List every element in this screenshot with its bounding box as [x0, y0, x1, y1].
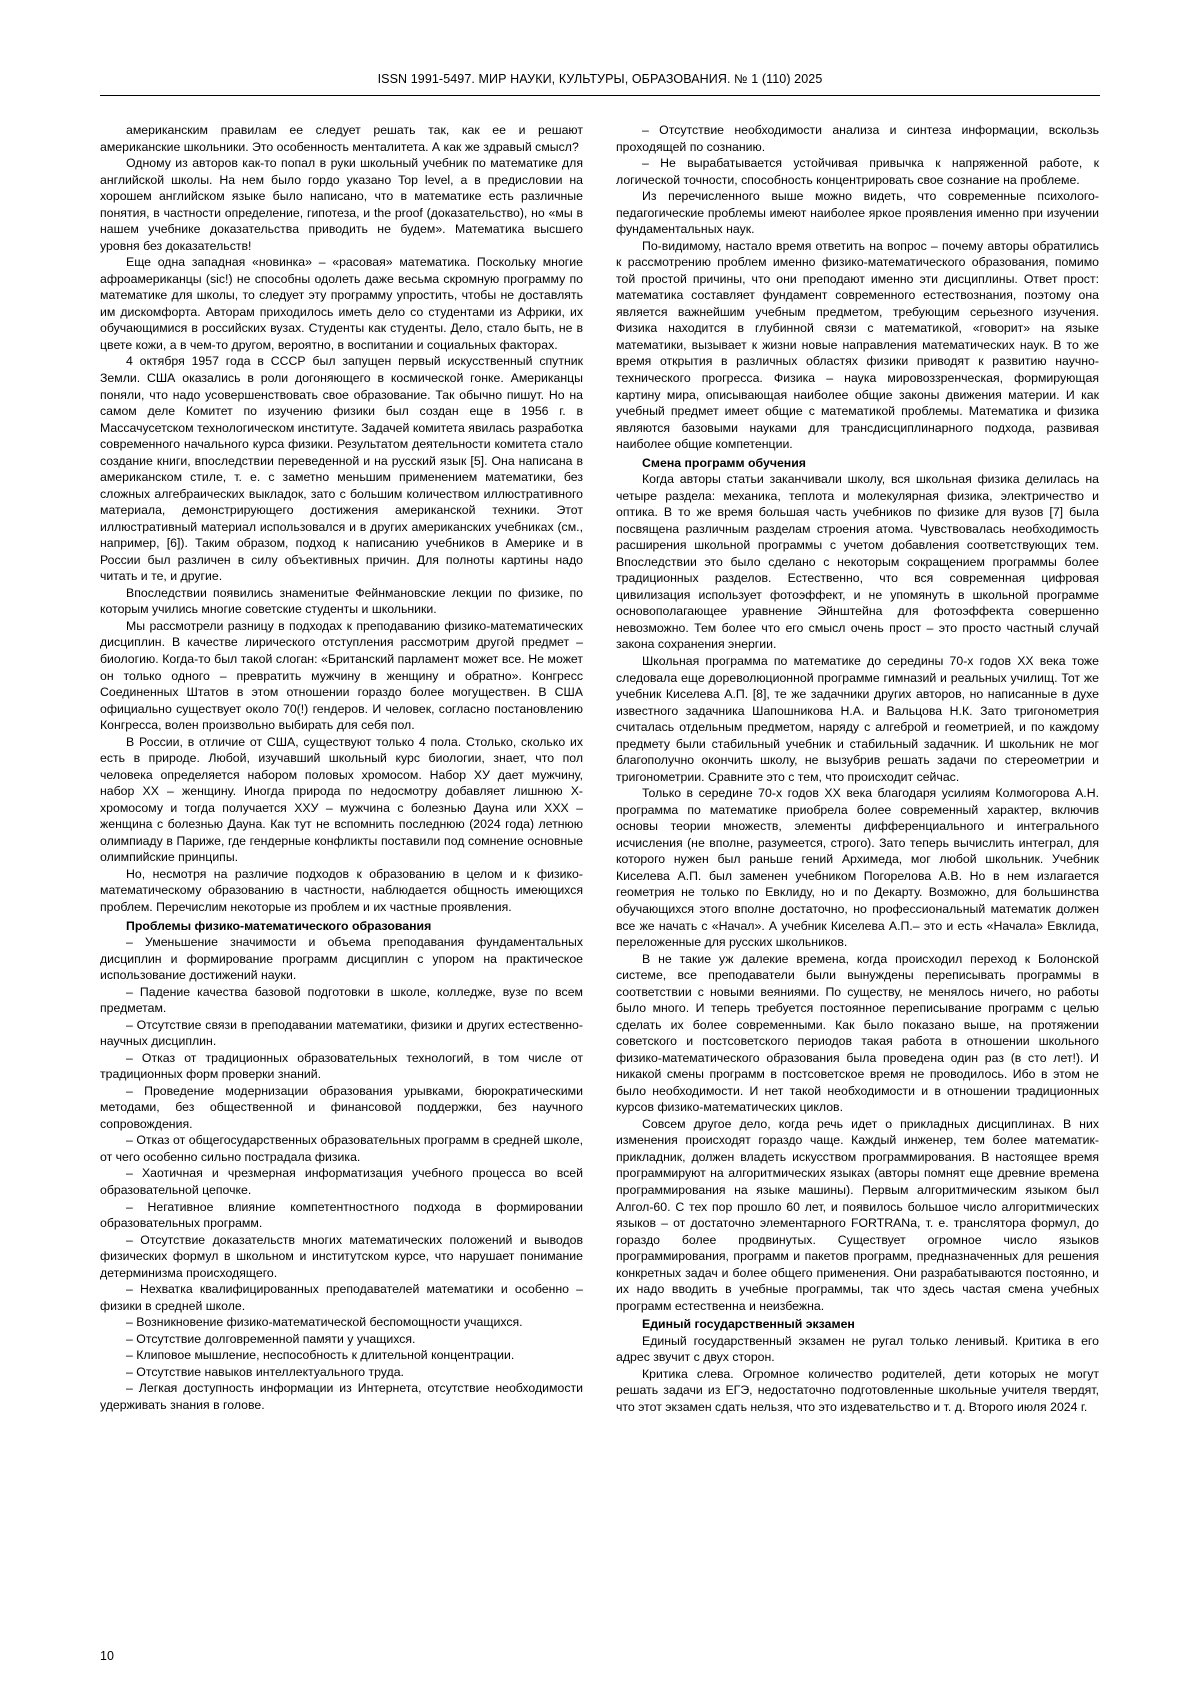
bullet-paragraph: – Отказ от традиционных образовательных технологий, в том числе от традиционных форм проверки знаний. [100, 1050, 583, 1082]
body-paragraph: Но, несмотря на различие подходов к образованию в целом и к физико-математическому образованию в частности, наблюдается общность имеющихся проблем. Перечислим некоторые из проблем и их частные проявления. [100, 866, 583, 914]
body-paragraph: В не такие уж далекие времена, когда происходил переход к Болонской системе, все преподаватели были вынуждены переписывать программы в соответствии с новыми веяниями. По существу, не менялось ничего, но работы было много. И теперь требуется постоянное переписывание программ с целью сделать их более современными. Как было показано выше, на протяжении советского и постсоветского периодов такая работа в отношении школьного физико-математического образования была проведена один раз (в сто лет!). И никакой смены программ в постсоветское время не проводилось. Ибо в этом не было необходимости. И нет такой необходимости и в отношении традиционных курсов физико-математических циклов. [616, 951, 1099, 1115]
bullet-paragraph: – Отсутствие доказательств многих математических положений и выводов физических формул в школьном и институтском курсе, что нарушает понимание детерминизма происходящего. [100, 1232, 583, 1280]
body-paragraph: Еще одна западная «новинка» – «расовая» математика. Поскольку многие афроамериканцы (sic!) не способны одолеть даже весьма скромную программу по математике для школы, то следует эту программу упростить, чтобы не доставлять им дискомфорта. Авторам приходилось иметь дело со студентами из Африки, их обучающимися в российских вузах. Студенты как студенты. Дело, стало быть, не в цвете кожи, а в чем-то другом, вероятно, в воспитании и социальных факторах. [100, 255, 583, 352]
bullet-paragraph: – Отказ от общегосударственных образовательных программ в средней школе, от чего особенно сильно пострадала физика. [100, 1133, 583, 1164]
running-head: ISSN 1991-5497. МИР НАУКИ, КУЛЬТУРЫ, ОБРАЗОВАНИЯ. № 1 (110) 2025 [100, 72, 1100, 96]
body-paragraph: Когда авторы статьи заканчивали школу, вся школьная физика делилась на четыре раздела: механика, теплота и молекулярная физика, электричество и оптика. В то же время большая часть учебников по физике для вузов [7] была посвящена различным разделам строения атома. Чувствовалась необходимость расширения школьной программы с учетом добавления соответствующих тем. Впоследствии это было сделано с некоторым сокращением программы более традиционных разделов. Естественно, что вся современная цифровая цивилизация использует фотоэффект, и не упомянуть в школьной программе основополагающее уравнение Эйнштейна для фотоэффекта совершенно невозможно. Тем более что его смысл очень прост – это просто частный случай закона сохранения энергии. [616, 472, 1099, 652]
body-paragraph: Из перечисленного выше можно видеть, что современные психолого-педагогические проблемы имеют наиболее яркое проявления именно при изучении фундаментальных наук. [616, 189, 1099, 237]
two-column-body [100, 122, 1100, 1415]
bullet-paragraph: – Уменьшение значимости и объема преподавания фундаментальных дисциплин и формирование программ дисциплин с упором на практическое использование достижений науки. [100, 935, 583, 983]
body-paragraph: Мы рассмотрели разницу в подходах к преподаванию физико-математических дисциплин. В качестве лирического отступления рассмотрим другой предмет – биологию. Когда-то был такой слоган: «Британский парламент может все. Не может он только одного – превратить мужчину в женщину и обратно». Конгресс Соединенных Штатов в этом отношении гораздо более могуществен. В США официально существует около 70(!) гендеров. И человек, согласно постановлению Конгресса, волен произвольно выбирать для себя пол. [100, 618, 583, 733]
body-paragraph: американским правилам ее следует решать так, как ее и решают американские школьники. Это особенность менталитета. А как же здравый смысл? [100, 123, 583, 154]
bullet-paragraph: – Отсутствие навыков интеллектуального труда. [126, 1364, 404, 1379]
bullet-paragraph: – Не вырабатывается устойчивая привычка к напряженной работе, к логической точности, способность концентрировать свое сознание на проблеме. [616, 156, 1099, 187]
section-subheading: Единый государственный экзамен [642, 1317, 855, 1332]
left-column [100, 122, 583, 1415]
section-subheading: Смена программ обучения [642, 455, 806, 470]
page-number: 10 [100, 1649, 114, 1663]
bullet-paragraph: – Отсутствие связи в преподавании математики, физики и других естественно-научных дисциплин. [100, 1017, 583, 1049]
body-paragraph: Одному из авторов как-то попал в руки школьный учебник по математике для английской школы. На нем было гордо указано Top level, а в предисловии на хорошем английском языке было написано, что в математике есть различные понятия, в частности определение, гипотеза, и the proof (доказательство), но «мы в нашем учебнике доказательства приводить не будем». Математика высшего уровня без доказательств! [100, 156, 583, 253]
body-paragraph: Критика слева. Огромное количество родителей, дети которых не могут решать задачи из ЕГЭ, недостаточно подготовленные школьные учителя твердят, что этот экзамен сдать нельзя, что это издевательство и т. д. Второго июля 2024 г. [616, 1366, 1099, 1414]
body-paragraph: 4 октября 1957 года в СССР был запущен первый искусственный спутник Земли. США оказались в роли догоняющего в космической гонке. Американцы поняли, что надо усовершенствовать свое образование. Так обычно пишут. Но на самом деле Комитет по изучению физики был создан еще в 1956 г. в Массачусетском технологическом институте. Задачей комитета явилась разработка современного начального курса физики. Результатом деятельности комитета стало создание книги, впоследствии переведенной и на русский язык [5]. Она написана в американском стиле, т. е. с заметно меньшим применением математики, без сложных алгебраических выкладок, зато с большим количеством иллюстративного материала, демонстрирующего достижения американской техники. Этот иллюстративный материал использовался и в других американских учебниках (см., например, [6]). Таким образом, подход к написанию учебников в Америке и в России был различен в силу объективных причин. Для полноты картины надо читать и те, и другие. [100, 354, 583, 584]
bullet-paragraph: – Отсутствие долговременной памяти у учащихся. [126, 1331, 416, 1346]
bullet-paragraph: – Клиповое мышление, неспособность к длительной концентрации. [126, 1348, 515, 1363]
bullet-paragraph: – Негативное влияние компетентностного подхода в формировании образовательных программ. [100, 1199, 583, 1231]
body-paragraph: Только в середине 70-х годов ХХ века благодаря усилиям Колмогорова А.Н. программа по математике приобрела более современный характер, включив основы теории множеств, элементы дифференциального и интегрального исчисления (не вполне, разумеется, строго). Зато теперь вычислить интеграл, для которого нужен был раньше гений Архимеда, мог любой школьник. Учебник Киселева А.П. был заменен учебником Погорелова А.В. Но в нем излагается геометрия не только по Евклиду, но и по Декарту. Возможно, для большинства обучающихся этого вполне достаточно, но профессиональный математик должен все же начать с «Начал». А учебник Киселева А.П.– это и есть «Начала» Евклида, переложенные для русских школьников. [616, 786, 1099, 950]
body-paragraph: Школьная программа по математике до середины 70-х годов ХХ века тоже следовала еще дореволюционной программе гимназий и реальных училищ. Тот же учебник Киселева А.П. [8], те же задачники других авторов, но написанные в духе известного задачника Шапошникова Н.А. и Вальцова Н.К. Зато тригонометрия считалась отдельным предметом, наряду с алгеброй и геометрией, и по каждому предмету были стабильный учебник и стабильный задачник. И школьник не мог благополучно окончить школу, не вызубрив решать задачи по стереометрии и тригонометрии. Сравните это с тем, что происходит сейчас. [616, 654, 1099, 784]
bullet-paragraph: – Хаотичная и чрезмерная информатизация учебного процесса во всей образовательной цепочке. [100, 1166, 583, 1197]
body-paragraph: По-видимому, настало время ответить на вопрос – почему авторы обратились к рассмотрению проблем именно физико-математического образования, помимо той простой причины, что они преподают именно эти дисциплины. Ответ прост: математика составляет фундамент современного естествознания, поэтому она является важнейшим учебным предметом, требующим серьезного изучения. Физика находится в глубинной связи с математикой, «говорит» на языке математики, вызывает к жизни новые направления математических наук. В то же время открытия в различных областях физики приводят к развитию научно-технического прогресса. Физика – наука мировоззренческая, формирующая картину мира, описывающая наиболее общие законы движения материи. И как учебный предмет имеет общие с математикой проблемы. Математика и физика являются базовыми науками для трансдисциплинарного подхода, развивая наиболее общие компетенции. [616, 238, 1099, 452]
section-subheading: Проблемы физико-математического образования [126, 918, 432, 933]
bullet-paragraph: – Возникновение физико-математической беспомощности учащихся. [126, 1315, 523, 1330]
bullet-paragraph: – Нехватка квалифицированных преподавателей математики и особенно – физики в средней школе. [100, 1282, 583, 1313]
body-paragraph: Совсем другое дело, когда речь идет о прикладных дисциплинах. В них изменения происходят гораздо чаще. Каждый инженер, тем более математик-прикладник, должен владеть искусством программирования. В настоящее время программируют на алгоритмических языках (авторы помнят еще древние времена программирования на языке машины). Первым алгоритмическим языком был Алгол-60. С тех пор прошло 60 лет, и появилось большое число алгоритмических языков – от достаточно элементарного FORTRANa, т. е. транслятора формул, до гораздо более продвинутых. Существует огромное число языков программирования, программ и пакетов программ, предназначенных для решения конкретных задач и более общего применения. Они разрабатываются постоянно, и их надо вводить в учебные программы, так что здесь частая смена учебных программ естественна и неизбежна. [616, 1116, 1099, 1313]
body-paragraph: Единый государственный экзамен не ругал только ленивый. Критика в его адрес звучит с двух сторон. [616, 1333, 1099, 1365]
right-column [616, 122, 1099, 1415]
bullet-paragraph: – Легкая доступность информации из Интернета, отсутствие необходимости удерживать знания в голове. [100, 1381, 583, 1412]
body-paragraph: Впоследствии появились знаменитые Фейнмановские лекции по физике, по которым учились многие советские студенты и школьники. [100, 585, 583, 617]
bullet-paragraph: – Проведение модернизации образования урывками, бюрократическими методами, без общественной и финансовой поддержки, без научного сопровождения. [100, 1083, 583, 1131]
body-paragraph: В России, в отличие от США, существуют только 4 пола. Столько, сколько их есть в природе. Любой, изучавший школьный курс биологии, знает, что пол человека определяется набором половых хромосом. Набор ХУ дает мужчину, набор ХХ – женщину. Иногда природа по недосмотру добавляет лишнюю Х-хромосому и тогда получается ХХУ – мужчина с болезнью Дауна или ХХХ – женщина с болезнью Дауна. Как тут не вспомнить последнюю (2024 года) летнюю олимпиаду в Париже, где гендерные конфликты поставили под сомнение основные олимпийские принципы. [100, 734, 583, 865]
bullet-paragraph: – Отсутствие необходимости анализа и синтеза информации, вскользь проходящей по сознанию. [616, 123, 1099, 154]
bullet-paragraph: – Падение качества базовой подготовки в школе, колледже, вузе по всем предметам. [100, 984, 583, 1016]
